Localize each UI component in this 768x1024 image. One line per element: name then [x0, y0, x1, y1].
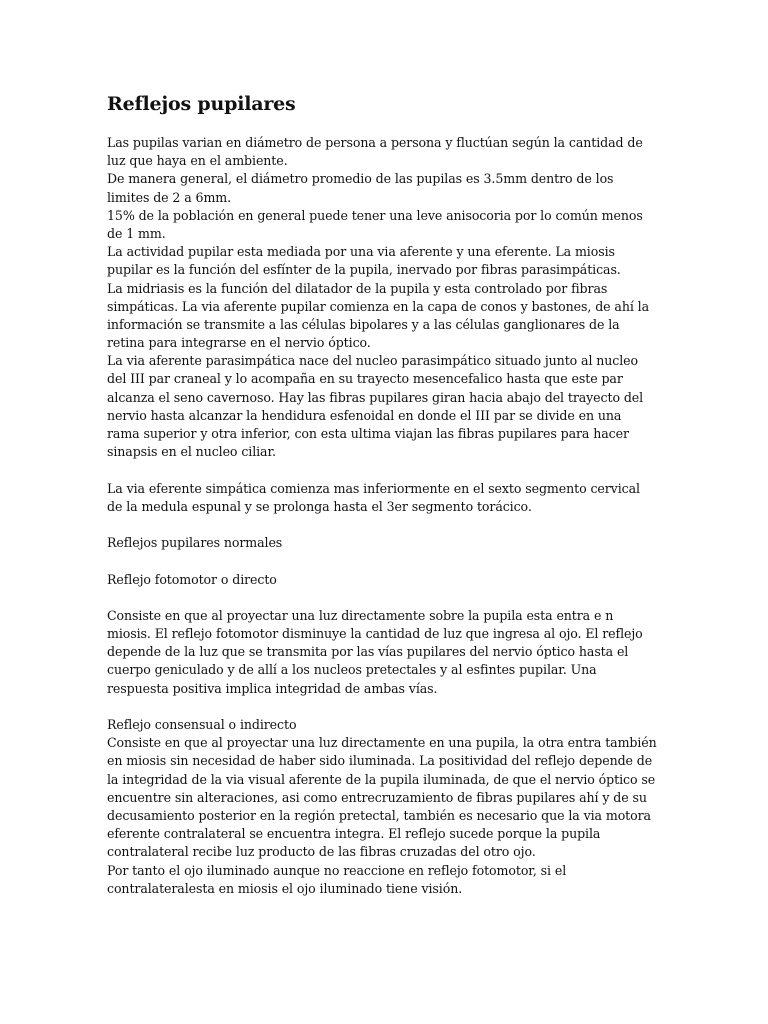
text-line: alcanza el seno cavernoso. Hay las fibras pupilares giran hacia abajo del trayecto del — [107, 389, 644, 405]
text-line: Consiste en que al proyectar una luz directamente en una pupila, la otra entra también — [107, 735, 657, 751]
blank-line — [107, 589, 663, 607]
text-line: rama superior y otra inferior, con esta ultima viajan las fibras pupilares para hacer — [107, 426, 629, 441]
text-line: sinapsis en el nucleo ciliar. — [107, 444, 276, 460]
text-line: luz que haya en el ambiente. — [107, 153, 288, 169]
text-line: La actividad pupilar esta mediada por una via aferente y una eferente. La miosis — [107, 244, 615, 260]
text-line: simpáticas. La via aferente pupilar comienza en la capa de conos y bastones, de ahí la — [107, 298, 649, 314]
text-line: Por tanto el ojo iluminado aunque no reaccione en reflejo fotomotor, si el — [107, 862, 567, 878]
document-title: Reflejos pupilares — [107, 93, 296, 115]
text-line: miosis. El reflejo fotomotor disminuye la cantidad de luz que ingresa al ojo. El reflejo — [107, 626, 643, 642]
text-line: nervio hasta alcanzar la hendidura esfenoidal en donde el III par se divide en una — [107, 407, 622, 423]
text-line: de 1 mm. — [107, 225, 166, 241]
text-line: 15% de la población en general puede tener una leve anisocoria por lo común menos — [107, 207, 643, 223]
text-line: decusamiento posterior en la región pretectal, también es necesario que la via motora — [107, 807, 651, 823]
text-line: del III par craneal y lo acompaña en su trayecto mesencefalico hasta que este par — [107, 371, 623, 387]
document-page — [107, 92, 663, 898]
text-line: depende de la luz que se transmita por las vías pupilares del nervio óptico hasta el — [107, 644, 629, 660]
text-line: de la medula espunal y se prolonga hasta el 3er segmento torácico. — [107, 498, 532, 514]
text-line: cuerpo geniculado y de allí a los nucleos pretectales y al esfintes pupilar. Una — [107, 662, 597, 678]
text-line: retina para integrarse en el nervio óptico. — [107, 335, 371, 351]
text-line: información se transmite a las células bipolares y a las células ganglionares de la — [107, 316, 620, 332]
text-line: la integridad de la via visual aferente de la pupila iluminada, de que el nervio óptico se — [107, 771, 656, 787]
text-line: Las pupilas varian en diámetro de persona a persona y fluctúan según la cantidad de — [107, 135, 643, 150]
text-line: encuentre sin alteraciones, asi como entrecruzamiento de fibras pupilares ahí y de su — [107, 789, 647, 805]
text-line: La via aferente parasimpática nace del nucleo parasimpático situado junto al nucleo — [107, 353, 639, 369]
text-line: pupilar es la función del esfínter de la pupila, inervado por fibras parasimpáticas. — [107, 262, 621, 278]
text-line: De manera general, el diámetro promedio de las pupilas es 3.5mm dentro de los — [107, 171, 614, 187]
text-line: Reflejo fotomotor o directo — [107, 571, 277, 587]
text-line: Consiste en que al proyectar una luz directamente sobre la pupila esta entra e n — [107, 607, 614, 623]
text-line: limites de 2 a 6mm. — [107, 189, 232, 205]
text-line: en miosis sin necesidad de haber sido iluminada. La positividad del reflejo depende de — [107, 753, 653, 769]
blank-line — [107, 461, 663, 479]
text-line: contralateral recibe luz producto de las fibras cruzadas del otro ojo. — [107, 844, 536, 860]
text-line: eferente contralateral se encuentra integra. El reflejo sucede porque la pupila — [107, 826, 601, 842]
text-line: contralateralesta en miosis el ojo iluminado tiene visión. — [107, 880, 463, 896]
document-body — [107, 134, 663, 898]
text-line: Reflejos pupilares normales — [107, 535, 283, 551]
text-line: Reflejo consensual o indirecto — [107, 717, 297, 732]
blank-line — [107, 516, 663, 534]
blank-line — [107, 552, 663, 570]
blank-line — [107, 698, 663, 716]
text-line: La via eferente simpática comienza mas inferiormente en el sexto segmento cervical — [107, 480, 640, 496]
text-line: La midriasis es la función del dilatador de la pupila y esta controlado por fibras — [107, 280, 608, 296]
text-line: respuesta positiva implica integridad de ambas vías. — [107, 680, 438, 696]
